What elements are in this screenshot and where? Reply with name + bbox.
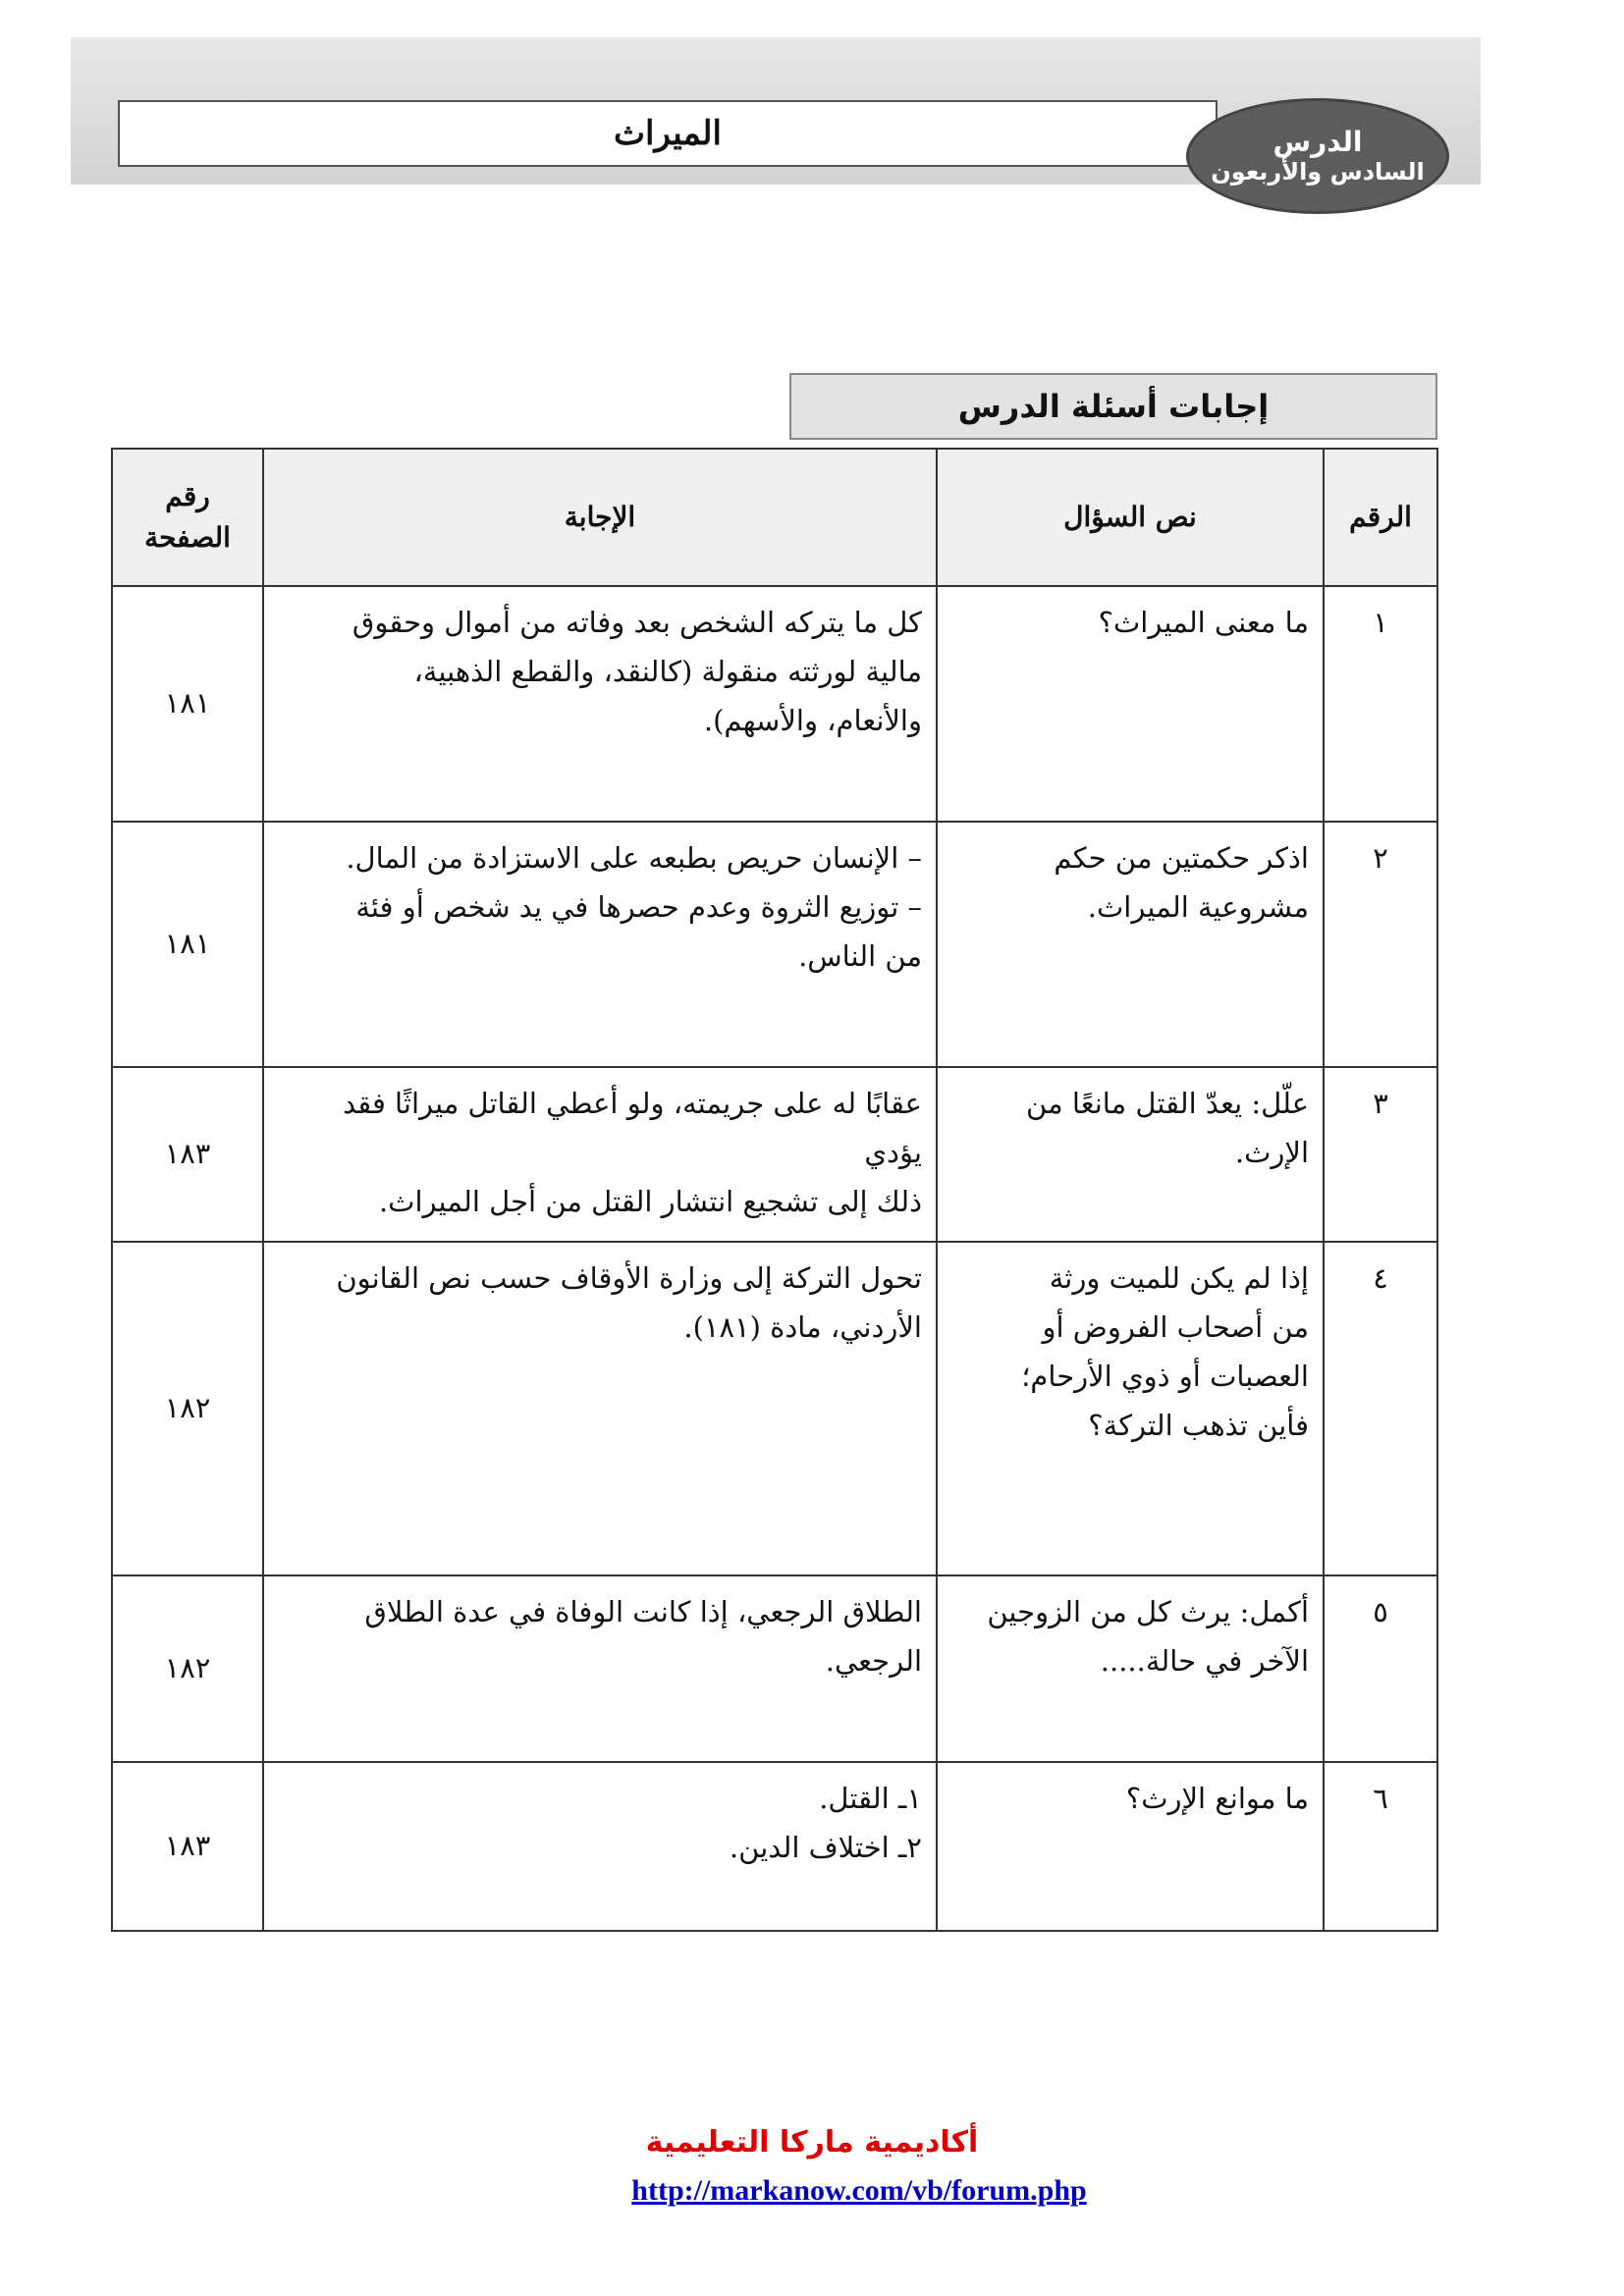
column-header-number: الرقم: [1324, 449, 1437, 586]
answer-line: ذلك إلى تشجيع انتشار القتل من أجل الميراث.: [378, 1184, 922, 1218]
answer-line: – الإنسان حريص بطبعه على الاستزادة من المال.: [346, 841, 922, 875]
footer-link[interactable]: http://markanow.com/vb/forum.php: [631, 2174, 1087, 2207]
question-text: [937, 1575, 1324, 1762]
question-text: [937, 1242, 1324, 1575]
answer-line: كل ما يتركه الشخص بعد وفاته من أموال وحقوق: [352, 606, 922, 639]
question-line: إذا لم يكن للميت ورثة: [1049, 1261, 1309, 1295]
question-line: علّل: يعدّ القتل مانعًا من: [1026, 1087, 1309, 1120]
answer-line: مالية لورثته منقولة (كالنقد، والقطع الذهبية،: [413, 654, 922, 688]
table-header-row: [112, 449, 1437, 586]
answer-text: [263, 586, 937, 822]
column-header-answer: الإجابة: [263, 449, 937, 586]
table-row: [112, 1242, 1437, 1575]
question-line: ما معنى الميراث؟: [1098, 606, 1309, 639]
question-number: ٣: [1324, 1067, 1437, 1242]
table-row: [112, 1575, 1437, 1762]
footer-academy-name: أكاديمية ماركا التعليمية: [645, 2125, 979, 2160]
question-text: [937, 1762, 1324, 1931]
answer-text: [263, 1067, 937, 1242]
question-text: [937, 822, 1324, 1067]
table-row: [112, 1067, 1437, 1242]
question-number: ١: [1324, 586, 1437, 822]
answer-line: والأنعام، والأسهم).: [703, 703, 922, 737]
answer-line: من الناس.: [798, 938, 922, 973]
question-line: اذكر حكمتين من حكم: [1054, 841, 1309, 875]
question-line: الآخر في حالة.....: [1100, 1643, 1309, 1678]
question-text: [937, 586, 1324, 822]
question-line: فأين تذهب التركة؟: [1088, 1408, 1309, 1442]
answer-line: ١ـ القتل.: [819, 1782, 922, 1815]
lesson-badge-number: السادس والأربعون: [1211, 158, 1425, 187]
answer-line: الأردني، مادة (١٨١).: [683, 1309, 922, 1344]
question-line: الإرث.: [1234, 1135, 1309, 1169]
answer-line: الرجعي.: [825, 1643, 922, 1678]
answer-text: [263, 1762, 937, 1931]
question-line: ما موانع الإرث؟: [1125, 1782, 1309, 1815]
question-line: من أصحاب الفروض أو: [1042, 1309, 1309, 1344]
question-number: ٥: [1324, 1575, 1437, 1762]
table-row: [112, 586, 1437, 822]
question-text: [937, 1067, 1324, 1242]
question-number: ٦: [1324, 1762, 1437, 1931]
answer-line: تحول التركة إلى وزارة الأوقاف حسب نص القانون: [336, 1261, 922, 1295]
lesson-badge: [1186, 98, 1449, 214]
answer-line: الطلاق الرجعي، إذا كانت الوفاة في عدة الطلاق: [364, 1595, 922, 1629]
table-row: [112, 822, 1437, 1067]
table-row: [112, 1762, 1437, 1931]
answer-text: [263, 1242, 937, 1575]
question-line: مشروعية الميراث.: [1087, 889, 1309, 924]
answers-table: [111, 448, 1438, 1932]
answer-text: [263, 1575, 937, 1762]
answer-line: ٢ـ اختلاف الدين.: [729, 1830, 922, 1864]
page-number: ١٨٢: [112, 1575, 263, 1762]
question-number: ٢: [1324, 822, 1437, 1067]
question-number: ٤: [1324, 1242, 1437, 1575]
answer-line: عقابًا له على جريمته، ولو أعطي القاتل ميراثًا فقد يؤدي: [343, 1087, 922, 1169]
question-line: العصبات أو ذوي الأرحام؛: [1021, 1359, 1309, 1393]
page-number: ١٨٣: [112, 1762, 263, 1931]
section-title: إجابات أسئلة الدرس: [789, 373, 1437, 440]
page-number: ١٨١: [112, 822, 263, 1067]
page-number: ١٨١: [112, 586, 263, 822]
question-line: أكمل: يرث كل من الزوجين: [987, 1595, 1309, 1629]
column-header-page: رقم الصفحة: [112, 449, 263, 586]
lesson-title: الميراث: [118, 100, 1218, 167]
answer-line: – توزيع الثروة وعدم حصرها في يد شخص أو فئة: [355, 889, 922, 924]
answer-text: [263, 822, 937, 1067]
lesson-badge-label: الدرس: [1272, 125, 1363, 158]
column-header-question: نص السؤال: [937, 449, 1324, 586]
page-number: ١٨٣: [112, 1067, 263, 1242]
page-number: ١٨٢: [112, 1242, 263, 1575]
